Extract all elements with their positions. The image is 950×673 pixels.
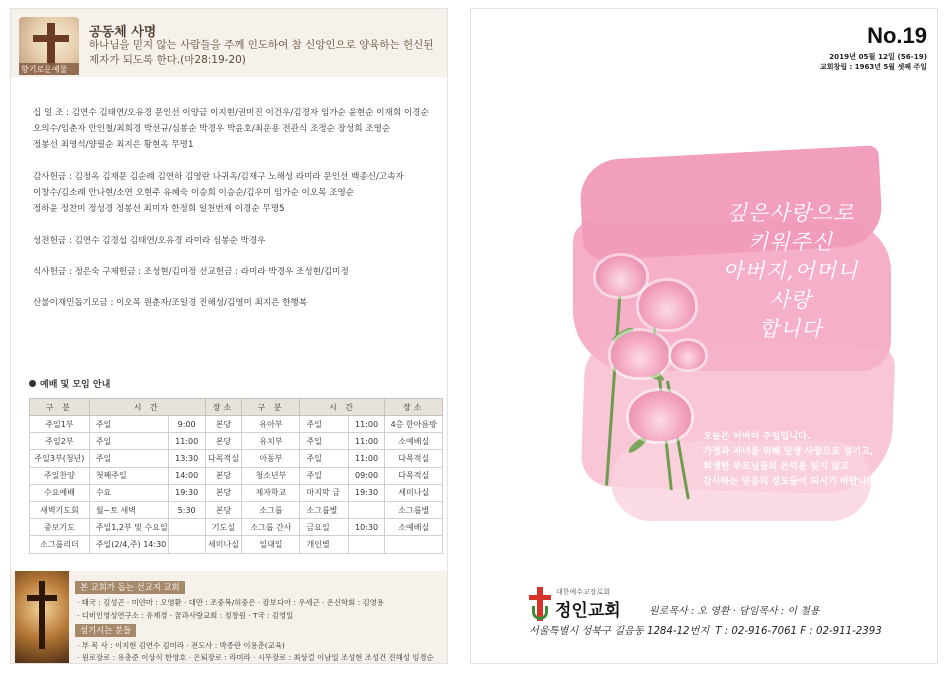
table-cell: 금요일 xyxy=(300,519,348,536)
issue-date: 2019년 05월 12일 (56-19) xyxy=(829,52,927,61)
mission-text: 하나님을 믿지 않는 사람들을 주께 인도하여 참 신앙인으로 양육하는 헌신된 제자가 되도록 한다.(마28:19-20) xyxy=(89,39,434,66)
calligraphy-line: 키워주신 xyxy=(747,230,834,254)
calligraphy-line: 아버지,어머니 xyxy=(722,259,859,283)
table-cell: 주일 xyxy=(89,450,168,467)
table-cell: 다목적실 xyxy=(385,467,443,484)
table-cell: 일대일 xyxy=(242,536,300,553)
issue-number: No.19 xyxy=(867,23,927,48)
table-row xyxy=(30,536,443,553)
table-cell: 다목적실 xyxy=(385,450,443,467)
offering-line: 성전헌금 : 김연수 김경섭 김태연/오유경 라미라 심봉순 박경우 xyxy=(33,236,266,246)
table-cell: 새벽기도회 xyxy=(30,501,90,518)
denomination: 대한예수교장로회 xyxy=(556,588,611,596)
table-cell: 세미나실 xyxy=(205,536,242,553)
table-cell: 본당 xyxy=(205,433,242,450)
table-cell: 아동부 xyxy=(242,450,300,467)
table-cell: 19:30 xyxy=(348,484,385,501)
offering-line: 십 일 조 : 김연수 김태연/오유경 문인선 이양금 이지현/권미진 이건우/김경자 임가순 윤현순 이재희 이경순 xyxy=(33,108,429,118)
table-cell: 11:00 xyxy=(348,416,385,433)
table-cell: 본당 xyxy=(205,416,242,433)
table-cell: 수요 xyxy=(89,484,168,501)
table-cell: 소그룹 xyxy=(242,501,300,518)
table-cell: 주일 xyxy=(300,467,348,484)
calligraphy-message xyxy=(703,199,878,344)
table-cell: 청소년부 xyxy=(242,467,300,484)
missions-line: · 태국 : 김성곤 · 미얀마 : 오영환 · 대만 : 조중복/허중은 · 캄보디아 : 우세근 · 온신학회 : 김영용 xyxy=(77,598,384,607)
footer-band xyxy=(11,571,448,664)
table-cell: 11:00 xyxy=(168,433,205,450)
table-cell: 주일 xyxy=(300,433,348,450)
calligraphy-line: 합니다 xyxy=(758,317,823,341)
table-cell: 주일 xyxy=(89,433,168,450)
established-date: 교회창립 : 1963년 5월 셋째 주일 xyxy=(820,63,927,71)
offering-line: 이창수/김소례 안나현/소연 오현주 유혜숙 이승희 이승순/김우미 임가순 이오목 조영순 xyxy=(33,188,355,198)
cross-photo xyxy=(19,17,79,75)
address-text: 서울특별시 성북구 길음동 1284-12번지 xyxy=(529,626,710,637)
table-cell: 중보기도 xyxy=(30,519,90,536)
photo-caption: 향기로운예물 xyxy=(21,65,68,74)
table-cell: 세미나실 xyxy=(385,484,443,501)
phone-fax: T : 02-916-7061 F : 02-911-2393 xyxy=(715,626,882,637)
table-cell: 주일 xyxy=(300,450,348,467)
header-cell: 시 간 xyxy=(89,399,205,416)
table-row xyxy=(30,484,443,501)
table-cell: 소그룹별 xyxy=(385,501,443,518)
carnation-flower xyxy=(629,391,691,441)
message-line: 가정과 자녀를 위해 일생 사랑으로 섬기고, xyxy=(703,446,874,457)
table-cell: 유아부 xyxy=(242,416,300,433)
servants-line: · 부 목 사 : 이지현 김연수 김미라 · 전도사 : 박종란 이용춘(교육) xyxy=(77,641,285,650)
table-cell: 기도실 xyxy=(205,519,242,536)
offering-line: 산불이재민돕기모금 : 이오목 원춘자/조일경 진해성/김영미 최지은 한행복 xyxy=(33,298,308,308)
table-cell xyxy=(168,519,205,536)
table-cell xyxy=(385,536,443,553)
table-cell: 9:00 xyxy=(168,416,205,433)
offering-tithe xyxy=(33,105,429,153)
servants-line: · 원로장로 : 유총준 이상식 한영호 · 은퇴장로 : 라미라 · 시무장로 : 최상걸 이남일 조성현 조성건 진해성 임경순 xyxy=(77,653,434,662)
church-name: 정인교회 xyxy=(555,601,621,621)
table-cell: 4층 한아름방 xyxy=(385,416,443,433)
table-cell: 개인별 xyxy=(300,536,348,553)
schedule-table xyxy=(29,398,443,554)
table-cell: 14:00 xyxy=(168,467,205,484)
header-cell: 장소 xyxy=(205,399,242,416)
mission-header xyxy=(11,9,448,77)
carnation-flower xyxy=(596,256,646,296)
offering-line: 정봉선 최영석/양필순 최지은 황현옥 무명1 xyxy=(33,140,194,150)
offering-line: 감사헌금 : 김정옥 김재문 김순례 김연하 김영란 나귀옥/김재구 노해성 라미라 문인선 백종신/고속자 xyxy=(33,172,404,182)
table-cell: 19:30 xyxy=(168,484,205,501)
offering-wildfire xyxy=(33,295,307,311)
table-cell: 본당 xyxy=(205,501,242,518)
table-cell: 주일(2/4,주) 14:30 xyxy=(89,536,168,553)
table-cell: 소예배실 xyxy=(385,519,443,536)
table-cell: 11:00 xyxy=(348,433,385,450)
table-cell: 소그룹별 xyxy=(300,501,348,518)
missions-line: · 디비인영성연구소 : 유재경 · 꿈과사랑교회 : 정창원 · T국 : 김영일 xyxy=(77,611,294,620)
church-logo-icon xyxy=(529,587,551,621)
table-cell: 소그룹리더 xyxy=(30,536,90,553)
table-cell: 첫째주일 xyxy=(89,467,168,484)
table-cell: 주일 xyxy=(300,416,348,433)
table-cell: 마지막 금 xyxy=(300,484,348,501)
table-cell: 5:30 xyxy=(168,501,205,518)
table-row xyxy=(30,416,443,433)
cross-photo xyxy=(15,571,69,664)
parents-day-message xyxy=(703,429,923,489)
carnation-flower xyxy=(611,331,669,377)
table-cell: 주일1부 xyxy=(30,416,90,433)
table-row xyxy=(30,519,443,536)
right-page xyxy=(470,8,938,664)
missions-tag: 본 교회가 돕는 선교지 교회 xyxy=(75,581,185,594)
table-cell: 유치부 xyxy=(242,433,300,450)
pastors: 원로목사 : 오 영환 · 담임목사 : 이 철용 xyxy=(649,606,820,617)
offering-line: 식사헌금 : 정은숙 구제헌금 : 조성현/김미정 선교헌금 : 라미라 박경우 조성현/김미정 xyxy=(33,267,349,277)
table-cell: 주일 xyxy=(89,416,168,433)
table-cell: 소예배실 xyxy=(385,433,443,450)
table-cell: 10:30 xyxy=(348,519,385,536)
header-cell: 장소 xyxy=(385,399,443,416)
table-cell: 주일2부 xyxy=(30,433,90,450)
header-cell: 시 간 xyxy=(300,399,385,416)
table-cell: 09:00 xyxy=(348,467,385,484)
table-cell: 다목적실 xyxy=(205,450,242,467)
message-line: 감사하는 믿음의 성도들이 되시기 바랍니다. xyxy=(703,476,880,487)
table-cell: 본당 xyxy=(205,467,242,484)
table-cell: 수요예배 xyxy=(30,484,90,501)
table-cell: 본당 xyxy=(205,484,242,501)
table-cell: 제자학교 xyxy=(242,484,300,501)
offering-thanks xyxy=(33,169,404,217)
table-row xyxy=(30,501,443,518)
table-row xyxy=(30,433,443,450)
table-cell: 11:00 xyxy=(348,450,385,467)
table-row xyxy=(30,450,443,467)
table-cell xyxy=(348,501,385,518)
offering-line: 오의수/임춘자 안인철/최희경 박선규/심봉순 박경우 박윤호/최운용 전관식 조정순 장성희 조영순 xyxy=(33,124,391,134)
offering-temple xyxy=(33,233,265,249)
table-cell: 주일3부(청년) xyxy=(30,450,90,467)
church-identity xyxy=(529,583,929,623)
table-cell: 월~토 새벽 xyxy=(89,501,168,518)
carnation-flower xyxy=(639,281,695,329)
calligraphy-line: 깊은사랑으로 xyxy=(726,201,855,225)
message-line: 희생한 부모님들의 은덕을 잊지 않고 xyxy=(703,461,849,472)
church-address xyxy=(529,622,882,637)
table-cell xyxy=(348,536,385,553)
offering-meal-relief-mission xyxy=(33,264,349,280)
message-line: 오늘은 어버이 주일입니다. xyxy=(703,431,811,442)
schedule-title: 예배 및 모임 안내 xyxy=(29,377,110,390)
carnation-flower xyxy=(671,341,705,369)
table-cell: 13:30 xyxy=(168,450,205,467)
table-cell: 주일1,2부 및 수요일 xyxy=(89,519,168,536)
header-cell: 구 분 xyxy=(242,399,300,416)
table-row xyxy=(30,467,443,484)
left-page xyxy=(10,8,448,664)
bullet-icon xyxy=(29,380,36,387)
servants-tag: 섬기시는 분들 xyxy=(75,624,136,637)
table-cell: 주일찬양 xyxy=(30,467,90,484)
header-cell: 구 분 xyxy=(30,399,90,416)
calligraphy-line: 사랑 xyxy=(769,288,812,312)
offering-line: 정하윤 정찬미 정성경 정봉선 최미자 한정희 일천번제 이경순 무명5 xyxy=(33,204,285,214)
table-cell: 소그룹 간사 xyxy=(242,519,300,536)
table-cell xyxy=(168,536,205,553)
table-header-row xyxy=(30,399,443,416)
mission-title: 공동체 사명 xyxy=(89,25,157,40)
